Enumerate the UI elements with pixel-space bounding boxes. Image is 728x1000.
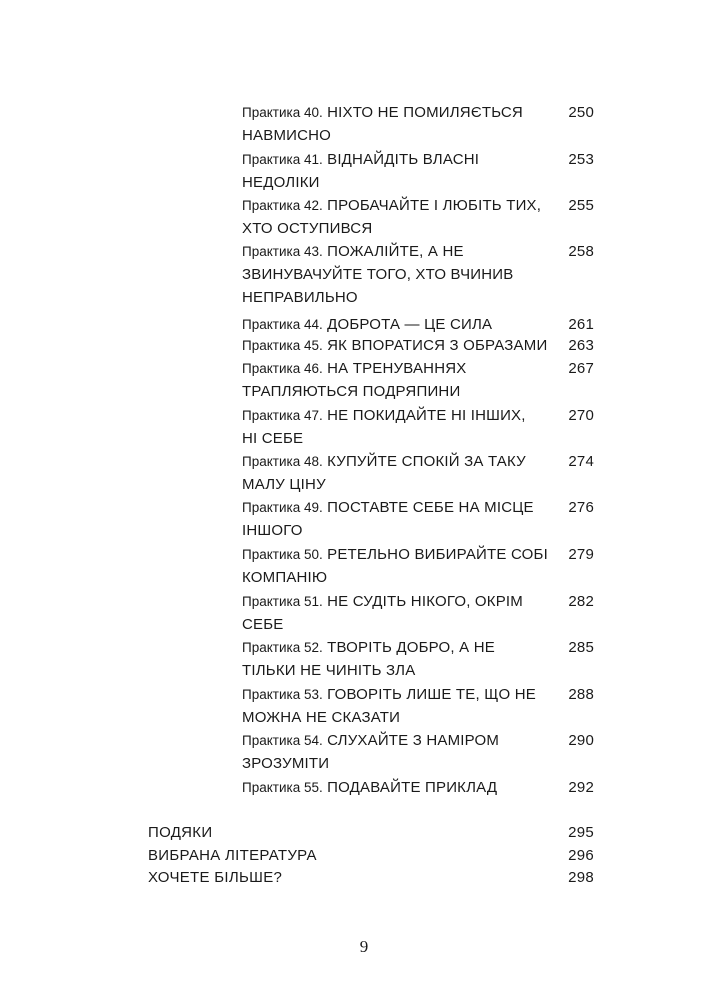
practice-title-continued: ХТО ОСТУПИВСЯ <box>242 220 373 237</box>
toc-entry-line <box>242 148 594 171</box>
toc-entry-line <box>242 194 594 217</box>
toc-entry-practice-42[interactable] <box>242 194 594 240</box>
page-number: 288 <box>568 686 594 703</box>
practice-number: Практика 53. <box>242 687 323 702</box>
page-number: 253 <box>568 151 594 168</box>
practice-title-continued: НІ СЕБЕ <box>242 430 304 447</box>
practice-number: Практика 45. <box>242 338 323 353</box>
toc-entry-practice-43[interactable] <box>242 240 594 309</box>
toc-entry-practice-51[interactable] <box>242 590 594 636</box>
toc-entry-practice-53[interactable] <box>242 683 594 729</box>
toc-entry-line <box>242 590 594 613</box>
page-number: 295 <box>568 824 594 841</box>
page-number: 263 <box>568 337 594 354</box>
practice-title-continued: ТІЛЬКИ НЕ ЧИНІТЬ ЗЛА <box>242 662 416 679</box>
practice-title: ПОСТАВТЕ СЕБЕ НА МІСЦЕ <box>327 499 534 516</box>
practice-title: НА ТРЕНУВАННЯХ <box>327 360 467 377</box>
page-number: 285 <box>568 639 594 656</box>
practice-title-continued: МАЛУ ЦІНУ <box>242 476 326 493</box>
practice-title-continued: ІНШОГО <box>242 522 303 539</box>
practice-number: Практика 54. <box>242 733 323 748</box>
page-folio-number: 9 <box>359 937 369 956</box>
practice-title: НЕ СУДІТЬ НІКОГО, ОКРІМ <box>327 593 523 610</box>
toc-entry-line <box>242 334 594 357</box>
practice-number: Практика 52. <box>242 640 323 655</box>
practice-title: ТВОРІТЬ ДОБРО, А НЕ <box>327 639 495 656</box>
practice-title: ГОВОРІТЬ ЛИШЕ ТЕ, ЩО НЕ <box>327 686 536 703</box>
practice-title-continued: НАВМИСНО <box>242 127 332 144</box>
page-number: 255 <box>568 197 594 214</box>
practice-title-continued: ЗРОЗУМІТИ <box>242 755 330 772</box>
toc-entry-practice-55[interactable] <box>242 776 594 799</box>
practice-number: Практика 42. <box>242 198 323 213</box>
page-number: 267 <box>568 360 594 377</box>
practice-title: ДОБРОТА — ЦЕ СИЛА <box>327 316 493 333</box>
toc-entry-line <box>242 101 594 124</box>
toc-entry-practice-44[interactable] <box>242 313 594 336</box>
practice-number: Практика 47. <box>242 408 323 423</box>
page-number: 290 <box>568 732 594 749</box>
toc-entry-practice-40[interactable] <box>242 101 594 147</box>
practice-number: Практика 48. <box>242 454 323 469</box>
practice-title-continued: СЕБЕ <box>242 616 284 633</box>
toc-entry-practice-41[interactable] <box>242 148 594 194</box>
practice-number: Практика 49. <box>242 500 323 515</box>
toc-entry-line <box>242 496 594 519</box>
page-number: 298 <box>568 869 594 886</box>
practice-number: Практика 41. <box>242 152 323 167</box>
toc-entry-line <box>242 683 594 706</box>
practice-number: Практика 55. <box>242 780 323 795</box>
practice-number: Практика 43. <box>242 244 323 259</box>
page-number: 274 <box>568 453 594 470</box>
practice-title: СЛУХАЙТЕ З НАМІРОМ <box>327 732 500 749</box>
toc-entry-practice-48[interactable] <box>242 450 594 496</box>
practice-title: ВІДНАЙДІТЬ ВЛАСНІ <box>327 151 480 168</box>
page-number: 292 <box>568 779 594 796</box>
practice-number: Практика 50. <box>242 547 323 562</box>
toc-entry-line <box>242 357 594 380</box>
practice-number: Практика 40. <box>242 105 323 120</box>
toc-entry-line <box>242 404 594 427</box>
practice-title-continued: КОМПАНІЮ <box>242 569 328 586</box>
page-number: 279 <box>568 546 594 563</box>
toc-entry-practice-52[interactable] <box>242 636 594 682</box>
page-number: 258 <box>568 243 594 260</box>
practice-title: КУПУЙТЕ СПОКІЙ ЗА ТАКУ <box>327 453 526 470</box>
section-title: ВИБРАНА ЛІТЕРАТУРА <box>148 847 317 864</box>
practice-title-continued: НЕДОЛІКИ <box>242 174 320 191</box>
toc-entry-acknowledgements[interactable] <box>148 821 594 844</box>
toc-entry-want-more[interactable] <box>148 866 594 889</box>
section-title: ПОДЯКИ <box>148 824 213 841</box>
toc-entry-practice-46[interactable] <box>242 357 594 403</box>
practice-number: Практика 46. <box>242 361 323 376</box>
toc-entry-practice-47[interactable] <box>242 404 594 450</box>
toc-entry-practice-45[interactable] <box>242 334 594 357</box>
toc-entry-line <box>242 776 594 799</box>
practice-title: НІХТО НЕ ПОМИЛЯЄТЬСЯ <box>327 104 523 121</box>
page-number: 270 <box>568 407 594 424</box>
toc-entry-practice-50[interactable] <box>242 543 594 589</box>
practice-title: ЯК ВПОРАТИСЯ З ОБРАЗАМИ <box>327 337 548 354</box>
toc-entry-line <box>242 240 594 263</box>
page-number: 261 <box>568 316 594 333</box>
toc-entry-line <box>242 313 594 336</box>
practice-title-continued: ЗВИНУВАЧУЙТЕ ТОГО, ХТО ВЧИНИВ <box>242 266 514 283</box>
toc-entry-line <box>242 729 594 752</box>
toc-entry-line <box>242 543 594 566</box>
toc-entry-bibliography[interactable] <box>148 844 594 867</box>
toc-entry-line <box>242 636 594 659</box>
practice-title-continued: ТРАПЛЯЮТЬСЯ ПОДРЯПИНИ <box>242 383 461 400</box>
toc-entry-line <box>242 450 594 473</box>
page-number: 250 <box>568 104 594 121</box>
toc-entry-practice-49[interactable] <box>242 496 594 542</box>
practice-title: РЕТЕЛЬНО ВИБИРАЙТЕ СОБІ <box>327 546 548 563</box>
practice-number: Практика 44. <box>242 317 323 332</box>
practice-title: ПРОБАЧАЙТЕ І ЛЮБІТЬ ТИХ, <box>327 197 542 214</box>
practice-title: НЕ ПОКИДАЙТЕ НІ ІНШИХ, <box>327 407 526 424</box>
practice-title-continued: НЕПРАВИЛЬНО <box>242 289 358 306</box>
toc-entry-practice-54[interactable] <box>242 729 594 775</box>
practice-title: ПОДАВАЙТЕ ПРИКЛАД <box>327 779 498 796</box>
page-number: 296 <box>568 847 594 864</box>
practice-title: ПОЖАЛІЙТЕ, А НЕ <box>327 243 464 260</box>
practice-title-continued: МОЖНА НЕ СКАЗАТИ <box>242 709 401 726</box>
practice-number: Практика 51. <box>242 594 323 609</box>
page-number: 282 <box>568 593 594 610</box>
section-title: ХОЧЕТЕ БІЛЬШЕ? <box>148 869 283 886</box>
page-number: 276 <box>568 499 594 516</box>
